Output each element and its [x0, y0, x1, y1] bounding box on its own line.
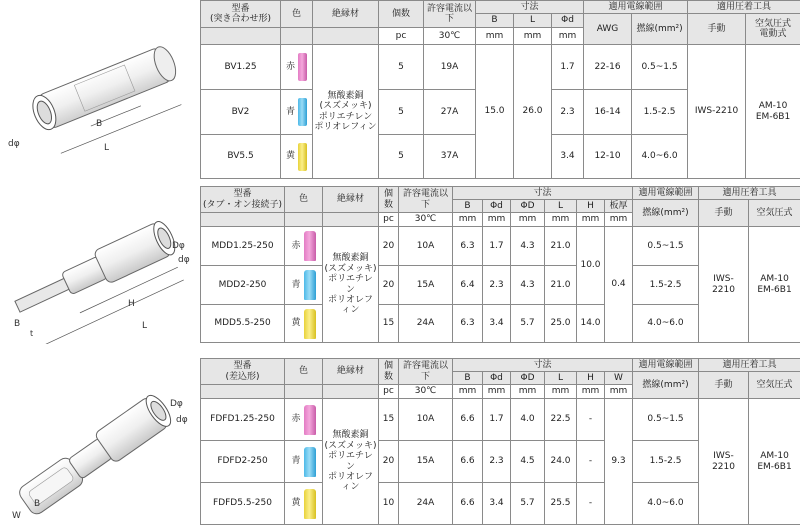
header-pneumatic: 空気圧式 電動式 [746, 14, 800, 45]
PhiD-cell: 4.0 [511, 399, 545, 441]
L-cell: 21.0 [545, 266, 577, 305]
L-cell: 22.5 [545, 399, 577, 441]
L-cell: 25.0 [545, 305, 577, 343]
unit-current: 30℃ [399, 385, 453, 399]
unit-mm: mm [545, 213, 577, 227]
header-phid: Φd [483, 200, 511, 213]
header-B: B [453, 200, 483, 213]
unit-current: 30℃ [399, 213, 453, 227]
H-cell: - [577, 441, 605, 483]
B-cell: 6.4 [453, 266, 483, 305]
plate-cell: 0.4 [605, 227, 633, 343]
table-row [201, 227, 800, 266]
pneumatic-tool-cell: AM-10 EM-6B1 [749, 227, 800, 343]
dim-label-H: H [128, 299, 135, 309]
phid-cell: 1.7 [552, 45, 584, 90]
header-current: 許容電流以下 [424, 1, 476, 28]
header-area: 撚線(mm²) [633, 372, 699, 399]
qty-cell: 5 [379, 135, 424, 179]
header-qty: 個数 [379, 1, 424, 28]
blue-terminal-icon [298, 98, 307, 126]
unit-mm: mm [577, 385, 605, 399]
dim-label-W: W [12, 511, 21, 521]
qty-cell: 20 [379, 227, 399, 266]
unit-mm: mm [605, 213, 633, 227]
header-range: 適用電線範囲 [633, 187, 699, 200]
area-cell: 1.5-2.5 [633, 441, 699, 483]
qty-cell: 20 [379, 441, 399, 483]
header-insulation: 絶縁材 [313, 1, 379, 28]
header-H: H [577, 200, 605, 213]
L-cell: 25.5 [545, 483, 577, 525]
header-PhiD: ΦD [511, 372, 545, 385]
header-color: 色 [281, 1, 313, 28]
header-current: 許容電流以下 [399, 359, 453, 385]
PhiD-cell: 5.7 [511, 305, 545, 343]
yellow-terminal-icon [304, 489, 316, 519]
current-cell: 19A [424, 45, 476, 90]
header-L: L [545, 200, 577, 213]
header-tool: 適用圧着工具 [699, 359, 800, 372]
blue-terminal-icon [304, 270, 316, 300]
header-dims: 寸法 [453, 359, 633, 372]
unit-mm: mm [483, 213, 511, 227]
dim-label-B: B [96, 119, 103, 129]
area-cell: 0.5~1.5 [633, 227, 699, 266]
model-cell: MDD2-250 [201, 266, 285, 305]
yellow-terminal-icon [298, 143, 307, 171]
header-W: W [605, 372, 633, 385]
PhiD-cell: 4.3 [511, 227, 545, 266]
current-cell: 10A [399, 227, 453, 266]
insulation-cell: 無酸素銅 (スズメッキ) ポリエチレン ポリオレフィン [323, 227, 379, 343]
header-B: B [453, 372, 483, 385]
H-cell: 14.0 [577, 305, 605, 343]
header-pneumatic: 空気圧式 [749, 200, 800, 227]
header-tool: 適用圧着工具 [699, 187, 800, 200]
B-cell: 6.6 [453, 441, 483, 483]
blue-terminal-icon [304, 447, 316, 477]
tab-on-connector-table [200, 186, 800, 343]
phid-cell: 2.3 [552, 90, 584, 135]
header-qty: 個数 [379, 187, 399, 213]
header-PhiD: ΦD [511, 200, 545, 213]
L-cell: 24.0 [545, 441, 577, 483]
current-cell: 15A [399, 266, 453, 305]
PhiD-cell: 4.3 [511, 266, 545, 305]
color-label: 黄 [285, 151, 295, 162]
header-current: 許容電流以下 [399, 187, 453, 213]
manual-tool-cell: IWS- 2210 [699, 399, 749, 525]
B-cell: 6.6 [453, 399, 483, 441]
dim-label-L: L [104, 143, 110, 153]
red-terminal-icon [304, 405, 316, 435]
header-H: H [577, 372, 605, 385]
model-cell: MDD1.25-250 [201, 227, 285, 266]
W-cell: 9.3 [605, 399, 633, 525]
H-cell: - [577, 483, 605, 525]
header-L: L [514, 14, 552, 28]
current-cell: 24A [399, 305, 453, 343]
current-cell: 37A [424, 135, 476, 179]
color-label: 赤 [285, 61, 295, 72]
header-dims: 寸法 [476, 1, 584, 14]
header-phid: Φd [483, 372, 511, 385]
butt-splice-diagram [0, 0, 198, 180]
tab-on-connector-diagram [0, 186, 198, 344]
phid-cell: 2.3 [483, 441, 511, 483]
dim-label-d: dφ [8, 139, 20, 149]
current-cell: 24A [399, 483, 453, 525]
color-label: 黄 [291, 318, 301, 329]
dim-label-L: L [142, 321, 148, 331]
PhiD-cell: 4.5 [511, 441, 545, 483]
butt-splice-section [0, 0, 800, 180]
area-cell: 4.0~6.0 [633, 483, 699, 525]
red-terminal-icon [298, 53, 307, 81]
dim-label-B: B [34, 499, 41, 509]
header-insulation-blank [313, 28, 379, 45]
unit-mm: mm [483, 385, 511, 399]
header-awg: AWG [584, 14, 632, 45]
H-cell: - [577, 399, 605, 441]
table-row [201, 399, 800, 441]
pneumatic-tool-cell: AM-10 EM-6B1 [746, 45, 800, 179]
L-cell: 21.0 [545, 227, 577, 266]
unit-mm: mm [453, 385, 483, 399]
manual-tool-cell: IWS- 2210 [699, 227, 749, 343]
dim-label-t: t [30, 329, 34, 338]
area-cell: 1.5-2.5 [632, 90, 688, 135]
unit-mm: mm [511, 385, 545, 399]
header-color: 色 [285, 187, 323, 213]
insulation-cell: 無酸素銅 (スズメッキ) ポリエチレン ポリオレフィン [313, 45, 379, 179]
phid-cell: 3.4 [483, 305, 511, 343]
L-cell: 26.0 [514, 45, 552, 179]
push-on-terminal-section [0, 358, 800, 531]
yellow-terminal-icon [304, 309, 316, 339]
model-cell: MDD5.5-250 [201, 305, 285, 343]
header-L: L [545, 372, 577, 385]
area-cell: 4.0~6.0 [632, 135, 688, 179]
unit-mm: mm [577, 213, 605, 227]
dim-label-d: dφ [178, 255, 190, 265]
header-B: B [476, 14, 514, 28]
header-manual: 手動 [699, 372, 749, 399]
header-model: 型番 (差込形) [201, 359, 285, 385]
red-terminal-icon [304, 231, 316, 261]
header-model-blank [201, 28, 281, 45]
pneumatic-tool-cell: AM-10 EM-6B1 [749, 399, 800, 525]
model-cell: FDFD1.25-250 [201, 399, 285, 441]
unit-L: mm [514, 28, 552, 45]
header-area: 撚線(mm²) [633, 200, 699, 227]
area-cell: 1.5-2.5 [633, 266, 699, 305]
unit-B: mm [476, 28, 514, 45]
dim-label-D: Dφ [170, 399, 183, 409]
unit-qty: pc [379, 385, 399, 399]
insulation-cell: 無酸素銅 (スズメッキ) ポリエチレン ポリオレフィン [323, 399, 379, 525]
manual-tool-cell: IWS-2210 [688, 45, 746, 179]
unit-phid: mm [552, 28, 584, 45]
unit-current: 30℃ [424, 28, 476, 45]
header-insulation: 絶縁材 [323, 187, 379, 213]
phid-cell: 3.4 [483, 483, 511, 525]
area-cell: 0.5~1.5 [633, 399, 699, 441]
phid-cell: 1.7 [483, 227, 511, 266]
qty-cell: 20 [379, 266, 399, 305]
current-cell: 27A [424, 90, 476, 135]
model-cell: BV2 [201, 90, 281, 135]
header-color: 色 [285, 359, 323, 385]
B-cell: 6.6 [453, 483, 483, 525]
B-cell: 6.3 [453, 227, 483, 266]
tab-on-connector-section [0, 186, 800, 344]
header-model: 型番 (タブ・オン接続子) [201, 187, 285, 213]
B-cell: 6.3 [453, 305, 483, 343]
dim-label-D: Dφ [172, 241, 185, 251]
header-manual: 手動 [699, 200, 749, 227]
H-cell: 10.0 [577, 227, 605, 305]
awg-cell: 22-16 [584, 45, 632, 90]
header-qty: 個数 [379, 359, 399, 385]
push-on-terminal-table [200, 358, 800, 525]
qty-cell: 15 [379, 399, 399, 441]
model-cell: FDFD2-250 [201, 441, 285, 483]
header-plate: 板厚 [605, 200, 633, 213]
color-label: 赤 [291, 240, 301, 251]
PhiD-cell: 5.7 [511, 483, 545, 525]
B-cell: 15.0 [476, 45, 514, 179]
unit-qty: pc [379, 213, 399, 227]
header-model: 型番 (突き合わせ形) [201, 1, 281, 28]
push-on-terminal-diagram [0, 358, 198, 531]
current-cell: 15A [399, 441, 453, 483]
unit-mm: mm [453, 213, 483, 227]
header-insulation: 絶縁材 [323, 359, 379, 385]
phid-cell: 2.3 [483, 266, 511, 305]
color-label: 青 [291, 279, 301, 290]
header-area: 撚線(mm²) [632, 14, 688, 45]
header-tool: 適用圧着工具 [688, 1, 800, 14]
qty-cell: 15 [379, 305, 399, 343]
model-cell: BV5.5 [201, 135, 281, 179]
table-row [201, 45, 800, 90]
color-label: 青 [285, 106, 295, 117]
color-label: 黄 [291, 498, 301, 509]
dim-label-B: B [14, 319, 21, 329]
header-range: 適用電線範囲 [584, 1, 688, 14]
header-manual: 手動 [688, 14, 746, 45]
area-cell: 0.5~1.5 [632, 45, 688, 90]
model-cell: FDFD5.5-250 [201, 483, 285, 525]
header-dims: 寸法 [453, 187, 633, 200]
current-cell: 10A [399, 399, 453, 441]
area-cell: 4.0~6.0 [633, 305, 699, 343]
phid-cell: 3.4 [552, 135, 584, 179]
header-color-blank [281, 28, 313, 45]
phid-cell: 1.7 [483, 399, 511, 441]
color-label: 赤 [291, 414, 301, 425]
unit-mm: mm [545, 385, 577, 399]
model-cell: BV1.25 [201, 45, 281, 90]
color-label: 青 [291, 456, 301, 467]
header-phid: Φd [552, 14, 584, 28]
unit-mm: mm [511, 213, 545, 227]
unit-mm: mm [605, 385, 633, 399]
awg-cell: 16-14 [584, 90, 632, 135]
qty-cell: 5 [379, 45, 424, 90]
header-range: 適用電線範囲 [633, 359, 699, 372]
butt-splice-table [200, 0, 800, 179]
awg-cell: 12-10 [584, 135, 632, 179]
dim-label-d: dφ [176, 415, 188, 425]
qty-cell: 10 [379, 483, 399, 525]
header-pneumatic: 空気圧式 [749, 372, 800, 399]
qty-cell: 5 [379, 90, 424, 135]
unit-qty: pc [379, 28, 424, 45]
